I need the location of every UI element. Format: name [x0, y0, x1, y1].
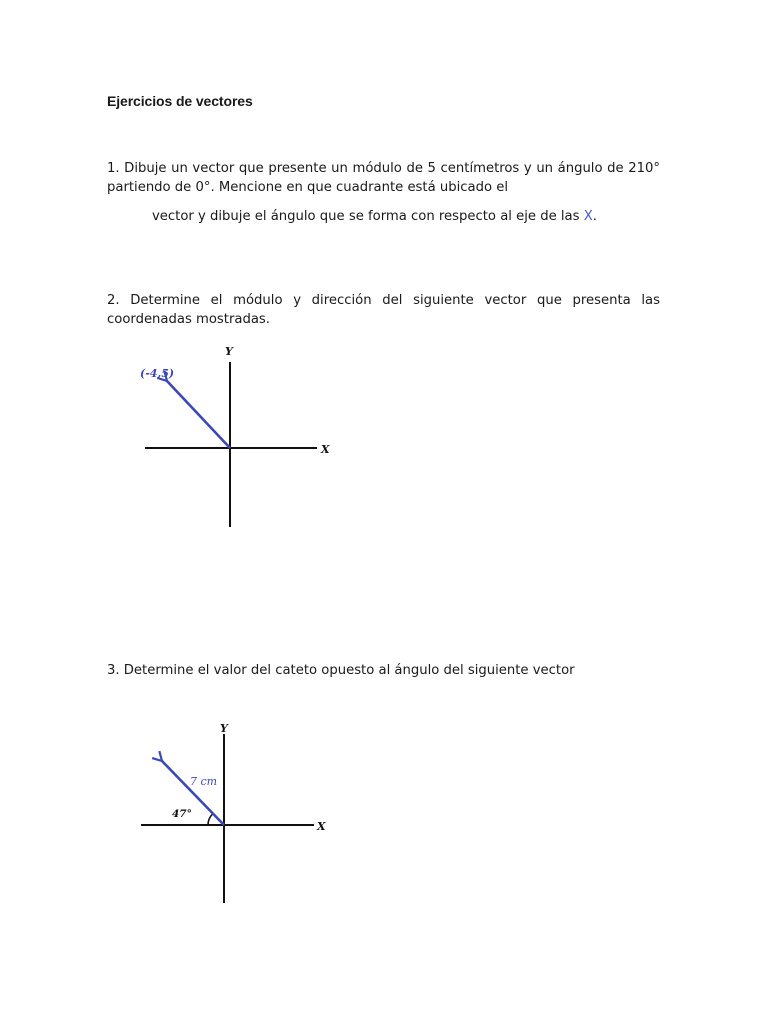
vector-magnitude-label: 7 cm [190, 775, 218, 788]
x-axis-reference: X [583, 209, 593, 224]
x-axis-label: X [321, 443, 330, 456]
page-title: Ejercicios de vectores [107, 93, 253, 109]
exercise-1-text-continued [152, 207, 672, 226]
y-axis-label: Y [220, 722, 228, 735]
vector-coordinates-label: (-4,5) [140, 367, 175, 380]
exercise-2-figure [130, 340, 350, 535]
exercise-1-text-continued-main: vector y dibuje el ángulo que se forma con respecto al eje de las [152, 209, 584, 224]
exercise-1-text-end: . [592, 209, 597, 224]
exercise-3-text: 3. Determine el valor del cateto opuesto al ángulo del siguiente vector [107, 663, 575, 678]
y-axis-label: Y [225, 345, 233, 358]
exercise-2-text: 2. Determine el módulo y dirección del siguiente vector que presenta las coordenadas mostradas. [107, 293, 660, 327]
exercise-1-text: 1. Dibuje un vector que presente un módulo de 5 centímetros y un ángulo de 210° partiendo de 0°. Mencione en que cuadrante está ubicado el [107, 161, 660, 195]
angle-label: 47° [172, 808, 192, 820]
vector-arrow [167, 381, 230, 448]
exercise-3-figure [130, 718, 350, 913]
x-axis-label: X [317, 820, 326, 833]
angle-arc [208, 814, 213, 825]
